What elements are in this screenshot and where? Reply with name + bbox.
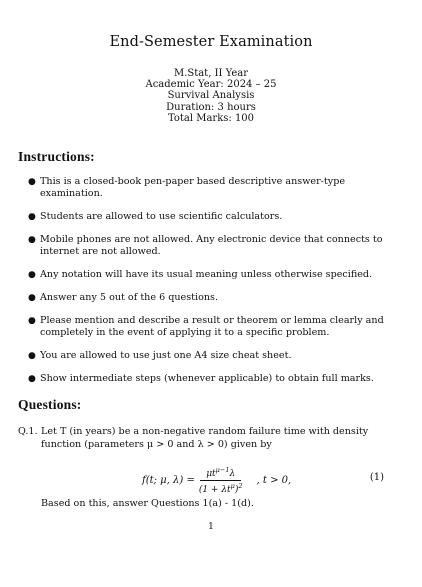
bullet-icon: ● [28,212,36,222]
total-marks-line: Total Marks: 100 [167,112,255,124]
questions-heading: Questions: [18,397,82,412]
bullet-icon: ● [28,293,36,303]
instructions-list [26,176,384,396]
program-line: M.Stat, II Year [173,68,249,79]
instruction-item: ● You are allowed to use just one A4 size cheat sheet. [28,350,292,361]
bullet-icon: ● [28,177,36,187]
formula-lhs: f(t; μ, λ) = [142,475,195,486]
bullet-icon: ● [28,374,36,384]
density-formula [142,466,291,495]
page-number: 1 [208,522,214,532]
bullet-icon: ● [28,351,36,361]
instruction-item: ● This is a closed-book pen-paper based descriptive answer-type examination. [28,176,346,199]
question-followup: Based on this, answer Questions 1(a) - 1(d). [41,498,254,509]
question-1 [18,425,384,451]
exam-meta [0,68,422,124]
instruction-item: ● Please mention and describe a result or theorem or lemma clearly and completely in the event of applying it to a specific problem. [28,315,384,338]
academic-year-line: Academic Year: 2024 – 25 [145,79,277,91]
equation-1 [18,462,384,498]
formula-fraction [199,466,243,495]
equation-number: (1) [369,472,384,483]
exam-title: End-Semester Examination [109,34,313,50]
question-text: Let T (in years) be a non-negative random failure time with density function (parameters μ > 0 and λ > 0) given by [41,426,369,450]
instruction-item: ● Show intermediate steps (whenever applicable) to obtain full marks. [28,373,374,384]
bullet-icon: ● [28,270,36,280]
instruction-item: ● Answer any 5 out of the 6 questions. [28,292,218,303]
instruction-item: ● Any notation will have its usual meaning unless otherwise specified. [28,269,373,280]
duration-line: Duration: 3 hours [166,101,256,113]
bullet-icon: ● [28,235,36,245]
course-line: Survival Analysis [167,90,255,102]
bullet-icon: ● [28,316,36,326]
instruction-item: ● Students are allowed to use scientific calculators. [28,211,283,222]
formula-denominator: $(1 + \lambda t^\mu)^2$ [198,482,243,495]
instruction-item: ● Mobile phones are not allowed. Any electronic device that connects to internet are not allowed. [28,234,383,257]
instructions-heading: Instructions: [18,149,95,164]
formula-condition: , t > 0, [256,475,292,486]
question-number: Q.1. [18,426,38,437]
formula-numerator: $\mu t^{\mu-1}\lambda$ [200,466,241,481]
